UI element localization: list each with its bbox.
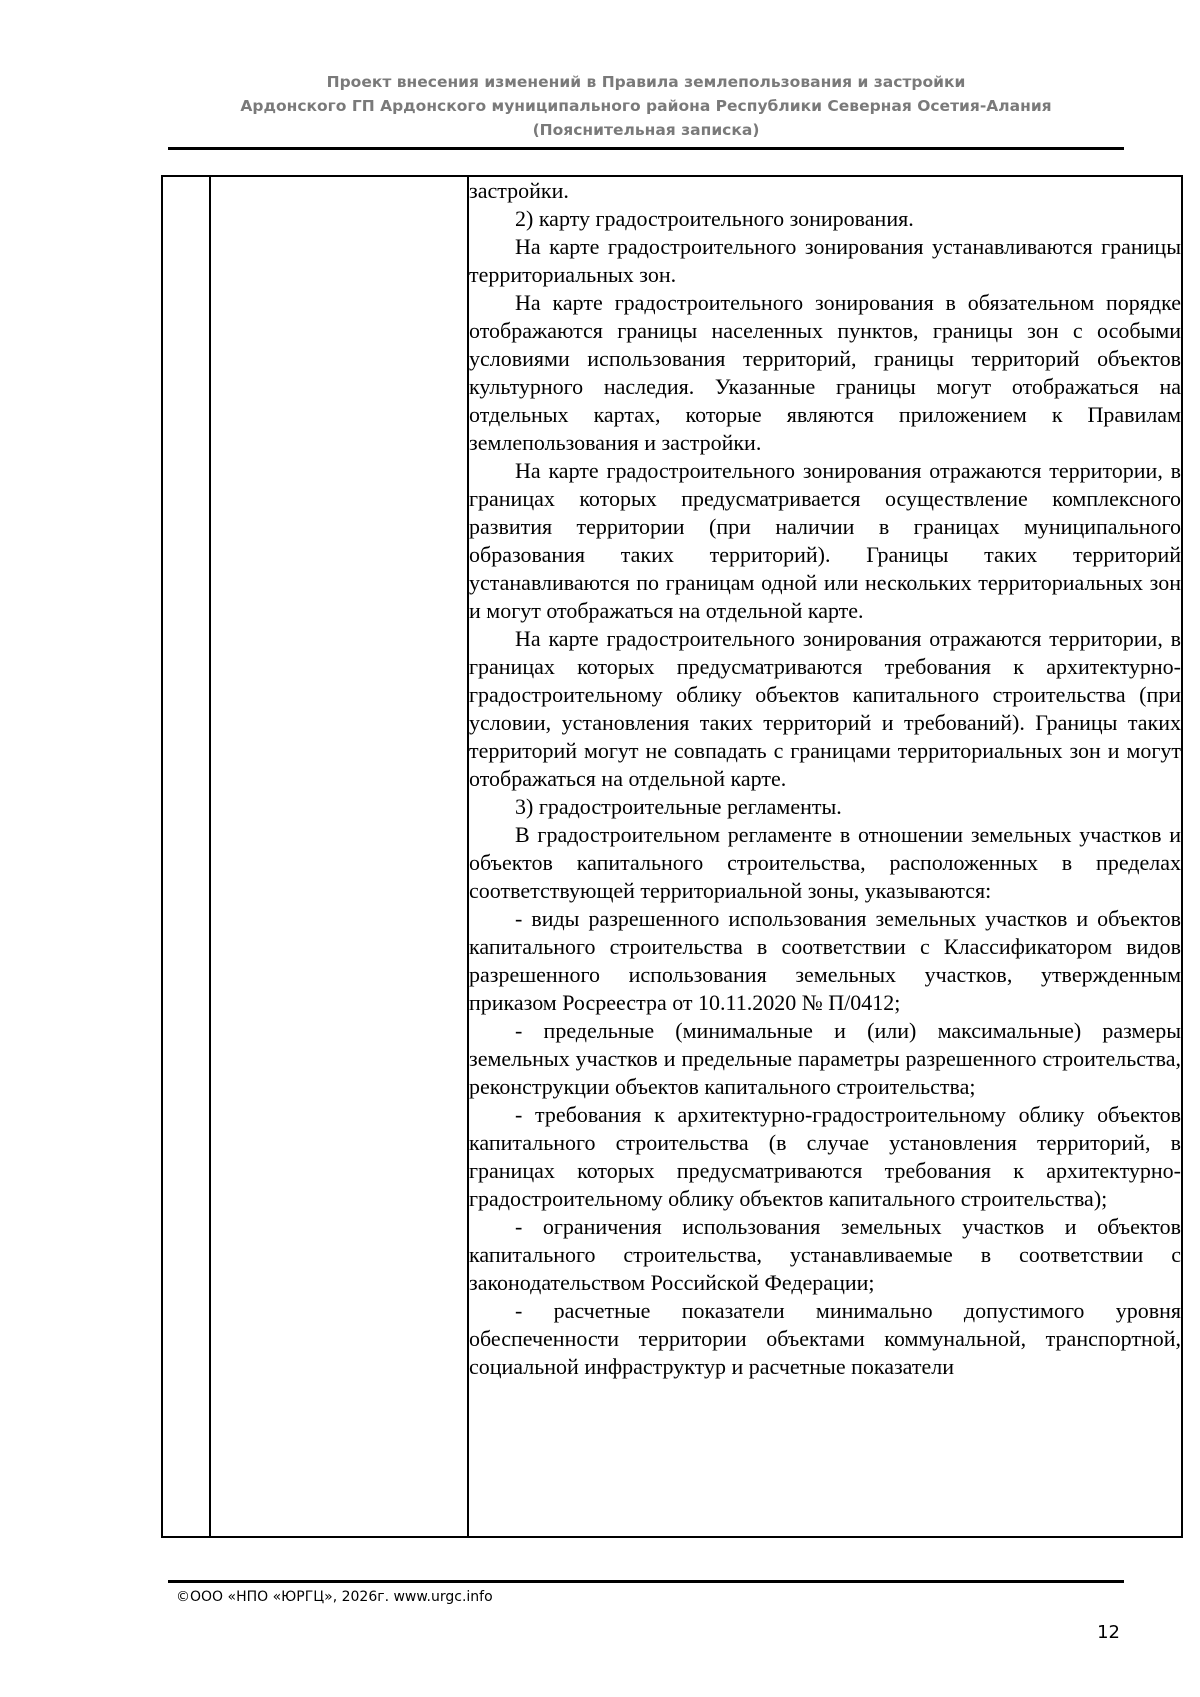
paragraph: На карте градостроительного зонирования в обязательном порядке отображаются границы населенных пунктов, границы зон с особыми условиями использования территорий, границы территорий объектов культурного наследия. Указанные границы могут отображаться на отдельных картах, которые являются приложением к Правилам землепользования и застройки. [469, 290, 1181, 455]
page-number: 12 [1097, 1622, 1120, 1643]
footer-divider [168, 1580, 1124, 1583]
number-cell [162, 176, 210, 1537]
footer-copyright: ©ООО «НПО «ЮРГЦ», 2026г. www.urgc.info [176, 1589, 493, 1605]
document-header [168, 70, 1124, 142]
text-cell [468, 176, 1182, 1537]
header-line-3: (Пояснительная записка) [532, 121, 760, 139]
paragraph: 3) градостроительные регламенты. [515, 794, 842, 819]
paragraph: - требования к архитектурно-градостроительному облику объектов капитального строительства (в случае установления территорий, в границах которых предусматриваются требования к архитектурно-градостроительному облику объектов капитального строительства); [469, 1102, 1181, 1211]
paragraph: На карте градостроительного зонирования отражаются территории, в границах которых предусматриваются требования к архитектурно-градостроительному облику объектов капитального строительства (при условии, установления таких территорий и требований). Границы таких территорий могут не совпадать с границами территориальных зон и могут отображаться на отдельной карте. [469, 626, 1181, 791]
paragraph: 2) карту градостроительного зонирования. [515, 206, 914, 231]
content-table [161, 175, 1183, 1538]
paragraph: На карте градостроительного зонирования устанавливаются границы территориальных зон. [469, 234, 1181, 287]
paragraph: застройки. [469, 178, 569, 203]
table-row [162, 176, 1182, 1537]
paragraph: В градостроительном регламенте в отношении земельных участков и объектов капитального строительства, расположенных в пределах соответствующей территориальной зоны, указываются: [469, 822, 1181, 903]
paragraph: - предельные (минимальные и (или) максимальные) размеры земельных участков и предельные параметры разрешенного строительства, реконструкции объектов капитального строительства; [469, 1018, 1181, 1099]
header-line-2: Ардонского ГП Ардонского муниципального района Республики Северная Осетия-Алания [240, 97, 1052, 115]
paragraph: На карте градостроительного зонирования отражаются территории, в границах которых предусматривается осуществление комплексного развития территории (при наличии в границах муниципального образования таких территорий). Границы таких территорий устанавливаются по границам одной или нескольких территориальных зон и могут отображаться на отдельной карте. [469, 458, 1181, 623]
paragraph: - расчетные показатели минимально допустимого уровня обеспеченности территории объектами коммунальной, транспортной, социальной инфраструктур и расчетные показатели [469, 1298, 1181, 1379]
header-divider [168, 147, 1124, 150]
paragraph: - виды разрешенного использования земельных участков и объектов капитального строительства в соответствии с Классификатором видов разрешенного использования земельных участков, утвержденным приказом Росреестра от 10.11.2020 № П/0412; [469, 906, 1181, 1015]
title-cell [210, 176, 468, 1537]
paragraph: - ограничения использования земельных участков и объектов капитального строительства, устанавливаемые в соответствии с законодательством Российской Федерации; [469, 1214, 1181, 1295]
header-line-1: Проект внесения изменений в Правила землепользования и застройки [326, 73, 966, 91]
body-text [469, 177, 1181, 1381]
